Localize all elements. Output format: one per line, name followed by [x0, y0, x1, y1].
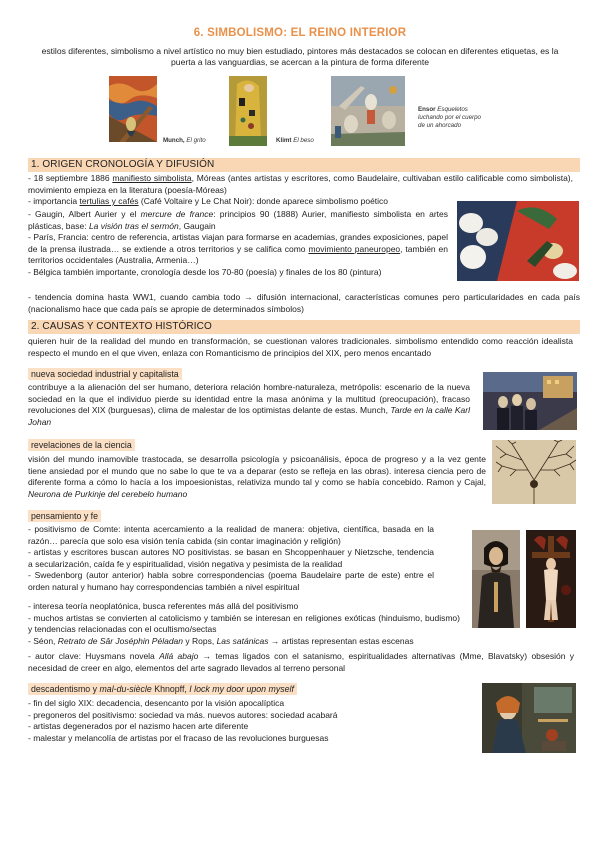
sub3-line-7: - autor clave: Huysmans novela Allá abajo → temas ligados con el satanismo, espiritualidades alternativas (Mme, Blavatsky) obsesión y necesidad de creer en algo, elementos del arte sagrado llevados al terreno personal [28, 651, 575, 673]
rops-satanicas-image [526, 530, 576, 628]
munch-karl-johan-image [483, 372, 577, 430]
page-title: 6. SIMBOLISMO: EL REINO INTERIOR [193, 27, 407, 39]
ensor-skeletons-image [331, 76, 405, 146]
sub3-line-6: - Séon, Retrato de Sâr Joséphin Péladan y Rops, Las satánicas → artistas representan estas escenas [28, 635, 414, 646]
ensor-caption: Ensor Esqueletos luchando por el cuerpo de un ahorcado [418, 106, 481, 129]
sub3-line-5: - muchos artistas se convierten al catolicismo y también se interesan en religiones exóticas (hinduismo, budismo) y tendencias relacionadas con el ocultismo/sectas [28, 612, 460, 635]
sub3-line-1: - positivismo de Comte: intenta acercamiento a la realidad de manera: objetiva, científica, basada en la razón… parecía que solo esa visión tenía cabida (sin contar imaginación y religión) [28, 524, 434, 546]
section1-heading: 1. ORIGEN CRONOLOGÍA Y DIFUSIÓN [28, 158, 580, 172]
section1-bullets-mid [28, 209, 448, 278]
gauguin-vision-image [457, 201, 579, 281]
khnopff-image [482, 683, 576, 753]
sub3-line-4: - interesa teoría neoplatónica, busca referentes más allá del positivismo [28, 601, 299, 611]
sub4-line-3: - artistas degenerados por el nazismo hacen arte diferente [28, 721, 249, 732]
klimt-caption: Klimt El beso [276, 137, 314, 144]
section1-bullets-bottom [28, 292, 580, 315]
s1-bullet-6: - tendencia domina hasta WW1, cuando cambia todo → difusión internacional, características comunes pero particularidades en cada país (nacionalismo hace que cada país se apropie de determinados símbolos) [28, 292, 580, 314]
sub3-list-mid [28, 601, 460, 647]
cajal-neuron-image [492, 440, 576, 504]
s1-bullet-5: - Bélgica también importante, cronología desde los 70-80 (poesía) y finales de los 80 (pintura) [28, 266, 382, 277]
sub4-line-2: - pregoneros del positivismo: sociedad va más. nuevos autores: sociedad acabará [28, 709, 338, 720]
sub3-list-bottom [28, 651, 574, 674]
s1-bullet-1: - 18 septiembre 1886 manifiesto simbolista, Móreas (antes artistas y escritores, como Baudelaire, cultivaban estilo calificable como simbolista), movimiento empieza en la literatura (poesía-Móreas) [28, 173, 573, 195]
seon-peladan-portrait-image [472, 530, 520, 628]
sub4-heading: descadentismo y mal-du-siècle Khnopff, I lock my door upon myself [28, 683, 297, 695]
sub3-line-2: - artistas y escritores buscan autores NO positivistas. se basan en Shcoppenhauer y Nietzsche, tendencia a secularización, caída fe y espiritualidad, visión negativa y pesimista de la realidad [28, 547, 434, 569]
s1-bullet-4: - París, Francia: centro de referencia, artistas viajan para formarse en academias, grandes exposiciones, papel de la prensa ilustrada… se extiende a otros territorios y se califica como movimiento paneuropeo, también en territorios occidentales (Australia, Armenia…) [28, 232, 449, 266]
intro-text: estilos diferentes, simbolismo a nivel artístico no muy bien estudiado, pintores más destacados se colocan en diferentes etiquetas, es la puerta a las vanguardias, se acercan a la pintura de forma diferente [41, 46, 559, 68]
sub3-line-3: - Swedenborg (autor anterior) habla sobre correspondencias (poema Baudelaire parte de este) entre el orden natural y humano hay correspondencias también a nivel espiritual [28, 570, 434, 592]
munch-caption: Munch, El grito [163, 137, 206, 144]
section2-heading: 2. CAUSAS Y CONTEXTO HISTÓRICO [28, 320, 580, 334]
munch-scream-image [109, 76, 157, 142]
s1-bullet-3: - Gaugin, Albert Aurier y el mercure de france: principios 90 (1888) Aurier, manifiesto simbolista en artes plásticas, base: La visión tras el sermón, Gaugain [28, 209, 448, 231]
sub4-line-4: - malestar y melancolía de artistas por el fracaso de las revoluciones burguesas [28, 732, 329, 743]
sub4-line-1: - fin del siglo XIX: decadencia, desencanto por la visión apocalíptica [28, 698, 285, 708]
sub1-heading: nueva sociedad industrial y capitalista [28, 368, 182, 380]
klimt-kiss-image [229, 76, 267, 146]
sub4-list [28, 698, 468, 744]
sub2-heading: revelaciones de la ciencia [28, 439, 135, 451]
sub3-heading: pensamiento y fe [28, 510, 101, 522]
sub3-list-top [28, 524, 434, 593]
section2-intro: quieren huir de la realidad del mundo en transformación, se cuestionan valores tradicionales. simbolismo entendido como reacción idealista respecto el mundo en el que viven, enlaza con Romanticismo de principios del XIX, pero menos encantado [28, 336, 573, 358]
sub1-text: contribuye a la alienación del ser humano, deteriora relación hombre-naturaleza, metrópolis: escenario de la nueva sociedad en la que el individuo pierde su identidad entre la masa anónima y la multitud (preocupación), fracaso revoluciones del XIX (burguesas), clima de malestar de los optimistas delante de estas. Munch, Tarde en la calle Karl Johan [28, 382, 470, 427]
s1-bullet-2: - importancia tertulias y cafés (Café Voltaire y Le Chat Noir): donde aparece simbolismo poético [28, 196, 389, 207]
sub2-text: visión del mundo inamovible trastocada, se desarrolla psicología y psicoanálisis, época de progreso y a la vez gente tiene ansiedad por el mundo que no sabe lo que te va a deparar (esto se refleja en las obras). interesa ciencia pero de diferente forma a cómo lo hacía a los impoesionistas, relativiza mundo tal y como se había concebido. Ramon y Cajal, Neurona de Purkinje del cerebelo humano [28, 454, 486, 499]
